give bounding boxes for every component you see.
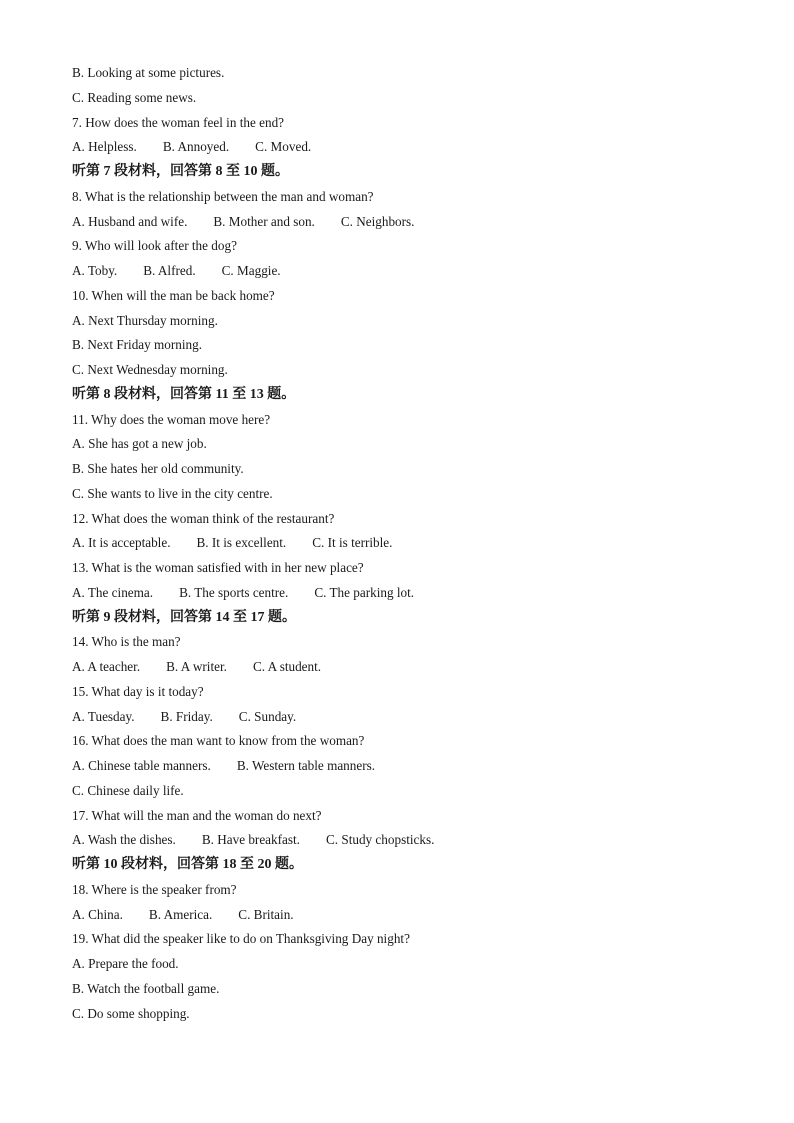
answer-option: C. Maggie. — [221, 263, 281, 278]
answer-option: B. Annoyed. — [162, 139, 230, 155]
answer-option: C. Study chopsticks. — [325, 832, 435, 848]
question-text: 14. Who is the man? — [72, 634, 181, 650]
answer-option: B. Watch the football game. — [72, 980, 220, 996]
answer-option: C. The parking lot. — [314, 584, 415, 600]
answer-option: A. Prepare the food. — [72, 956, 179, 971]
answer-option: A. China. — [72, 906, 123, 922]
question-text: 15. What day is it today? — [72, 683, 204, 699]
answer-option: C. A student. — [252, 659, 322, 674]
answer-option: B. It is excellent. — [196, 535, 287, 551]
answer-option: C. Neighbors. — [340, 213, 415, 229]
question-text: 16. What does the man want to know from the woman? — [72, 733, 365, 749]
question-text: 8. What is the relationship between the man and woman? — [72, 188, 374, 204]
answer-option: B. America. — [148, 906, 213, 922]
section-heading: 听第 9 段材料，回答第 14 至 17 题。 — [72, 609, 296, 625]
answer-options-row — [72, 531, 732, 556]
answer-option: A. Helpless. — [72, 139, 137, 155]
question-text: 9. Who will look after the dog? — [72, 238, 237, 254]
question-text: 7. How does the woman feel in the end? — [72, 114, 285, 130]
answer-options-row — [72, 581, 732, 606]
answer-option: A. Tuesday. — [72, 708, 135, 724]
answer-option: B. Alfred. — [143, 263, 196, 278]
document-page — [72, 61, 732, 1026]
answer-option: A. Chinese table manners. — [72, 758, 211, 773]
answer-options-row — [72, 705, 732, 730]
answer-option: A. Wash the dishes. — [72, 832, 176, 848]
answer-options-row — [72, 210, 732, 235]
answer-options-row — [72, 754, 732, 779]
answer-option: C. She wants to live in the city centre. — [72, 485, 273, 501]
answer-option: A. She has got a new job. — [72, 436, 207, 452]
answer-option: B. A writer. — [166, 659, 227, 674]
answer-option: B. Friday. — [160, 708, 213, 724]
answer-option: A. Next Thursday morning. — [72, 312, 218, 328]
answer-option: C. Reading some news. — [72, 89, 197, 105]
question-text: 11. Why does the woman move here? — [72, 411, 271, 427]
answer-option: B. She hates her old community. — [72, 461, 244, 476]
question-text: 12. What does the woman think of the restaurant? — [72, 510, 335, 526]
answer-option: B. Looking at some pictures. — [72, 65, 225, 80]
question-text: 18. Where is the speaker from? — [72, 881, 237, 897]
answer-options-row — [72, 655, 732, 680]
section-heading: 听第 8 段材料，回答第 11 至 13 题。 — [72, 386, 296, 402]
answer-option: B. Mother and son. — [213, 213, 315, 229]
answer-option: B. Next Friday morning. — [72, 337, 203, 353]
question-text: 10. When will the man be back home? — [72, 287, 275, 303]
answer-option: B. Have breakfast. — [201, 832, 300, 848]
answer-options-row — [72, 828, 732, 853]
answer-options-row — [72, 903, 732, 928]
answer-option: C. It is terrible. — [312, 535, 393, 551]
answer-option: B. The sports centre. — [179, 584, 289, 600]
answer-option: A. A teacher. — [72, 659, 141, 674]
question-text: 19. What did the speaker like to do on Thanksgiving Day night? — [72, 931, 410, 947]
answer-option: A. The cinema. — [72, 584, 154, 600]
answer-option: C. Chinese daily life. — [72, 782, 184, 798]
answer-options-row — [72, 259, 732, 284]
answer-option: A. Husband and wife. — [72, 213, 188, 229]
section-heading: 听第 7 段材料，回答第 8 至 10 题。 — [72, 164, 289, 179]
question-text: 17. What will the man and the woman do next? — [72, 807, 322, 823]
answer-option: A. It is acceptable. — [72, 535, 171, 551]
answer-option: B. Western table manners. — [236, 758, 376, 773]
answer-option: C. Sunday. — [238, 708, 297, 724]
answer-option: C. Do some shopping. — [72, 1005, 190, 1021]
question-text: 13. What is the woman satisfied with in her new place? — [72, 560, 364, 575]
answer-option: C. Moved. — [255, 139, 312, 155]
answer-option: C. Next Wednesday morning. — [72, 362, 228, 377]
answer-options-row — [72, 135, 732, 160]
section-heading: 听第 10 段材料，回答第 18 至 20 题。 — [72, 857, 303, 872]
answer-option: A. Toby. — [72, 263, 118, 278]
answer-option: C. Britain. — [238, 906, 294, 922]
